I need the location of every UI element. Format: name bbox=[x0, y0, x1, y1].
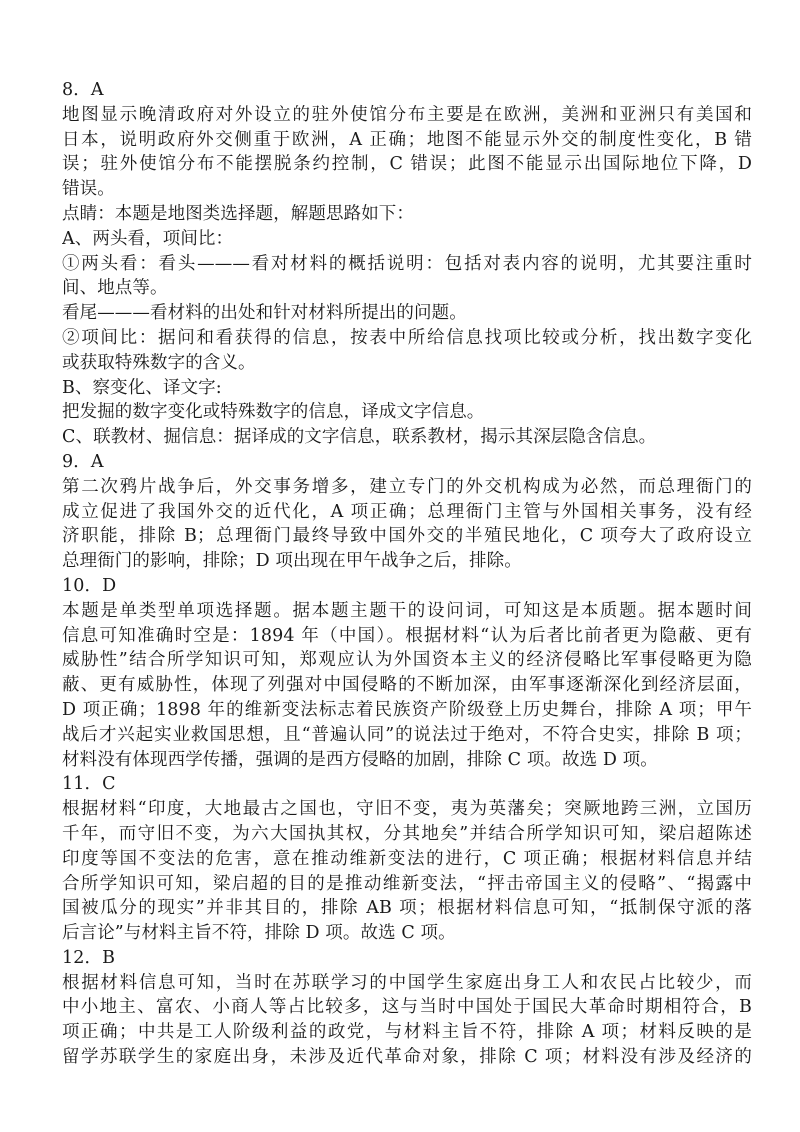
answer-q12 bbox=[62, 946, 752, 1070]
question-number: 12．B bbox=[62, 947, 116, 968]
text-line: 错误。 bbox=[62, 179, 115, 200]
text-line: 战后才兴起实业救国思想，且“普遍认同”的说法过于绝对，不符合史实，排除 B 项； bbox=[62, 724, 752, 745]
text-line: 第二次鸦片战争后，外交事务增多，建立专门的外交机构成为必然，而总理衙门的 bbox=[62, 476, 752, 497]
text-line: 总理衙门的影响，排除；D 项出现在甲午战争之后，排除。 bbox=[62, 551, 522, 572]
text-line: B、察变化、译文字: bbox=[62, 377, 222, 398]
text-line: 地图显示晚清政府对外设立的驻外使馆分布主要是在欧洲，美洲和亚洲只有美国和 bbox=[62, 104, 752, 125]
text-line: A、两头看，项间比： bbox=[62, 228, 234, 249]
text-line: 合所学知识可知，梁启超的目的是推动维新变法，“抨击帝国主义的侵略”、“揭露中 bbox=[62, 873, 752, 894]
question-number: 8．A bbox=[62, 80, 104, 100]
text-line: 后言论”与材料主旨不符，排除 D 项。故选 C 项。 bbox=[62, 923, 456, 944]
text-line: 材料没有体现西学传播，强调的是西方侵略的加剧，排除 C 项。故选 D 项。 bbox=[62, 749, 658, 770]
text-line: 点睛：本题是地图类选择题，解题思路如下： bbox=[62, 203, 414, 224]
answer-q9 bbox=[62, 450, 752, 574]
text-line: D 项正确；1898 年的维新变法标志着民族资产阶级登上历史舞台，排除 A 项；甲午 bbox=[62, 699, 752, 720]
text-line: C、联教材、掘信息：据译成的文字信息，联系教材，揭示其深层隐含信息。 bbox=[62, 427, 657, 448]
answer-q8 bbox=[62, 78, 752, 450]
answer-text-body bbox=[62, 78, 752, 1070]
text-line: 蔽、更有威胁性，体现了列强对中国侵略的不断加深，由军事逐渐深化到经济层面， bbox=[62, 675, 752, 696]
text-line: 误；驻外使馆分布不能摆脱条约控制，C 错误；此图不能显示出国际地位下降，D bbox=[62, 154, 752, 175]
text-line: 根据材料信息可知，当时在苏联学习的中国学生家庭出身工人和农民占比较少，而 bbox=[62, 972, 752, 993]
text-line: 看尾———看材料的出处和针对材料所提出的问题。 bbox=[62, 303, 467, 324]
question-number: 11．C bbox=[62, 774, 116, 795]
text-line: 本题是单类型单项选择题。据本题主题干的设问词，可知这是本质题。据本题时间 bbox=[62, 600, 752, 621]
text-line: 济职能，排除 B；总理衙门最终导致中国外交的半殖民地化，C 项夸大了政府设立 bbox=[62, 526, 752, 547]
answer-q11 bbox=[62, 772, 752, 946]
text-line: 或获取特殊数字的含义。 bbox=[62, 352, 256, 373]
text-line: 印度等国不变法的危害，意在推动维新变法的进行，C 项正确；根据材料信息并结 bbox=[62, 848, 752, 869]
text-line: 威胁性”结合所学知识可知，郑观应认为外国资本主义的经济侵略比军事侵略更为隐 bbox=[62, 650, 752, 671]
text-line: 项正确；中共是工人阶级利益的政党，与材料主旨不符，排除 A 项；材料反映的是 bbox=[62, 1022, 752, 1043]
answer-q10 bbox=[62, 574, 752, 772]
text-line: 中小地主、富农、小商人等占比较多，这与当时中国处于国民大革命时期相符合，B bbox=[62, 997, 752, 1018]
text-line: 根据材料“印度，大地最古之国也，守旧不变，夷为英藩矣；突厥地跨三洲，立国历 bbox=[62, 799, 752, 820]
question-number: 10．D bbox=[62, 575, 117, 596]
text-line: ②项间比：据问和看获得的信息，按表中所给信息找项比较或分析，找出数字变化 bbox=[62, 327, 752, 348]
text-line: 日本，说明政府外交侧重于欧洲，A 正确；地图不能显示外交的制度性变化，B 错 bbox=[62, 129, 752, 150]
text-line: 间、地点等。 bbox=[62, 278, 168, 299]
text-line: 留学苏联学生的家庭出身，未涉及近代革命对象，排除 C 项；材料没有涉及经济的 bbox=[62, 1047, 752, 1068]
answer-document bbox=[62, 78, 752, 1070]
text-line: 把发掘的数字变化或特殊数字的信息，译成文字信息。 bbox=[62, 402, 485, 423]
text-line: 信息可知准确时空是：1894 年（中国）。根据材料“认为后者比前者更为隐蔽、更有 bbox=[62, 625, 752, 646]
text-line: 千年，而守旧不变，为六大国执其权，分其地矣”并结合所学知识可知，梁启超陈述 bbox=[62, 823, 752, 844]
text-line: 成立促进了我国外交的近代化，A 项正确；总理衙门主管与外国相关事务，没有经 bbox=[62, 501, 752, 522]
text-line: ①两头看：看头———看对材料的概括说明：包括对表内容的说明，尤其要注重时 bbox=[62, 253, 752, 274]
text-line: 国被瓜分的现实”并非其目的，排除 AB 项；根据材料信息可知，“抵制保守派的落 bbox=[62, 898, 752, 919]
question-number: 9．A bbox=[62, 451, 104, 472]
